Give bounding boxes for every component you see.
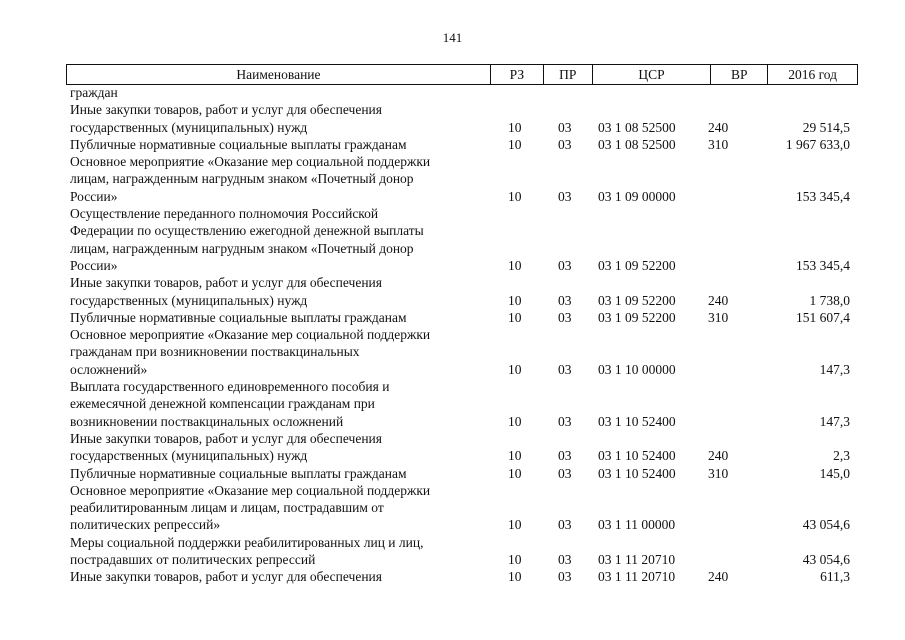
cell-pr: 03 [558,465,572,481]
cell-vr: 240 [708,569,729,585]
cell-amount: 1 967 633,0 [785,136,850,152]
table-row [0,205,905,274]
cell-vr: 240 [708,292,729,308]
cell-rz: 10 [508,413,522,429]
cell-vr: 240 [708,119,729,135]
cell-name: граждан [70,85,118,100]
cell-vr: 310 [708,309,729,325]
cell-rz: 10 [508,517,522,533]
cell-pr: 03 [558,292,572,308]
table-row [0,153,905,205]
cell-pr: 03 [558,361,572,377]
cell-amount: 1 738,0 [809,292,850,308]
cell-csr: 03 1 08 52500 [598,119,676,135]
cell-pr: 03 [558,188,572,204]
table-row [0,84,905,101]
cell-csr: 03 1 09 52200 [598,292,676,308]
table-row [0,465,905,482]
table-body [0,84,905,586]
cell-pr: 03 [558,552,572,568]
cell-rz: 10 [508,569,522,585]
cell-name: Иные закупки товаров, работ и услуг для обеспечения [70,569,382,585]
table-row [0,534,905,569]
cell-rz: 10 [508,465,522,481]
cell-name: Меры социальной поддержки реабилитированных лиц и лиц, пострадавших от политических репрессий [70,534,424,568]
cell-pr: 03 [558,413,572,429]
cell-amount: 153 345,4 [796,188,850,204]
cell-amount: 153 345,4 [796,257,850,273]
cell-pr: 03 [558,136,572,152]
cell-csr: 03 1 08 52500 [598,136,676,152]
cell-amount: 2,3 [833,448,850,464]
cell-rz: 10 [508,292,522,308]
table-row [0,309,905,326]
column-header-csr: ЦСР [593,65,712,84]
cell-amount: 151 607,4 [796,309,850,325]
column-header-vr: ВР [711,65,768,84]
table-row [0,136,905,153]
cell-rz: 10 [508,136,522,152]
cell-csr: 03 1 09 52200 [598,309,676,325]
cell-pr: 03 [558,517,572,533]
table-row [0,378,905,430]
cell-rz: 10 [508,309,522,325]
cell-name: Иные закупки товаров, работ и услуг для обеспечения государственных (муниципальных) нужд [70,275,382,308]
cell-amount: 611,3 [820,569,850,585]
cell-amount: 145,0 [819,465,850,481]
table-row [0,568,905,585]
cell-vr: 240 [708,448,729,464]
cell-name: Иные закупки товаров, работ и услуг для обеспечения государственных (муниципальных) нужд [70,102,382,135]
cell-pr: 03 [558,309,572,325]
cell-amount: 147,3 [819,413,850,429]
cell-csr: 03 1 11 20710 [598,552,676,568]
cell-vr: 310 [708,465,729,481]
cell-name: Иные закупки товаров, работ и услуг для обеспечения государственных (муниципальных) нужд [70,430,382,464]
cell-name: Осуществление переданного полномочия Российской Федерации по осуществлению ежегодной денежной выплаты лицам, награжденным нагрудным знаком «Почетный донор России» [70,206,424,273]
cell-name: Основное мероприятие «Оказание мер социальной поддержки лицам, награжденным нагрудным знаком «Почетный донор России» [70,154,431,204]
table-row [0,101,905,136]
cell-pr: 03 [558,257,572,273]
cell-csr: 03 1 10 52400 [598,448,676,464]
cell-csr: 03 1 10 00000 [598,361,676,377]
cell-amount: 29 514,5 [802,119,850,135]
cell-rz: 10 [508,552,522,568]
cell-vr: 310 [708,136,729,152]
cell-rz: 10 [508,361,522,377]
cell-amount: 43 054,6 [802,552,850,568]
table-row [0,326,905,378]
column-header-rz: РЗ [491,65,544,84]
table-row [0,274,905,309]
table-row [0,430,905,465]
cell-csr: 03 1 10 52400 [598,413,676,429]
cell-csr: 03 1 09 52200 [598,257,676,273]
column-header-year: 2016 год [788,67,838,82]
table-header [66,64,858,85]
cell-pr: 03 [558,119,572,135]
cell-pr: 03 [558,448,572,464]
cell-csr: 03 1 11 00000 [598,517,676,533]
cell-rz: 10 [508,257,522,273]
cell-name: Основное мероприятие «Оказание мер социальной поддержки гражданам при возникновении поствакцинальных осложнений» [70,327,431,377]
cell-name: Публичные нормативные социальные выплаты гражданам [70,136,407,152]
table-row [0,482,905,534]
cell-csr: 03 1 11 20710 [598,569,676,585]
cell-name: Выплата государственного единовременного пособия и ежемесячной денежной компенсации гражданам при возникновении поствакцинальных осложнений [70,379,390,429]
cell-rz: 10 [508,119,522,135]
column-header-pr: ПР [544,65,593,84]
cell-name: Публичные нормативные социальные выплаты гражданам [70,309,407,325]
cell-name: Основное мероприятие «Оказание мер социальной поддержки реабилитированным лицам и лицам, пострадавшим от политических репрессий» [70,482,431,533]
page-number: 141 [442,30,463,45]
cell-rz: 10 [508,188,522,204]
cell-pr: 03 [558,569,572,585]
cell-csr: 03 1 10 52400 [598,465,676,481]
column-header-name: Наименование [67,65,491,84]
cell-rz: 10 [508,448,522,464]
cell-csr: 03 1 09 00000 [598,188,676,204]
cell-amount: 43 054,6 [802,517,850,533]
cell-name: Публичные нормативные социальные выплаты гражданам [70,465,407,481]
cell-amount: 147,3 [819,361,850,377]
